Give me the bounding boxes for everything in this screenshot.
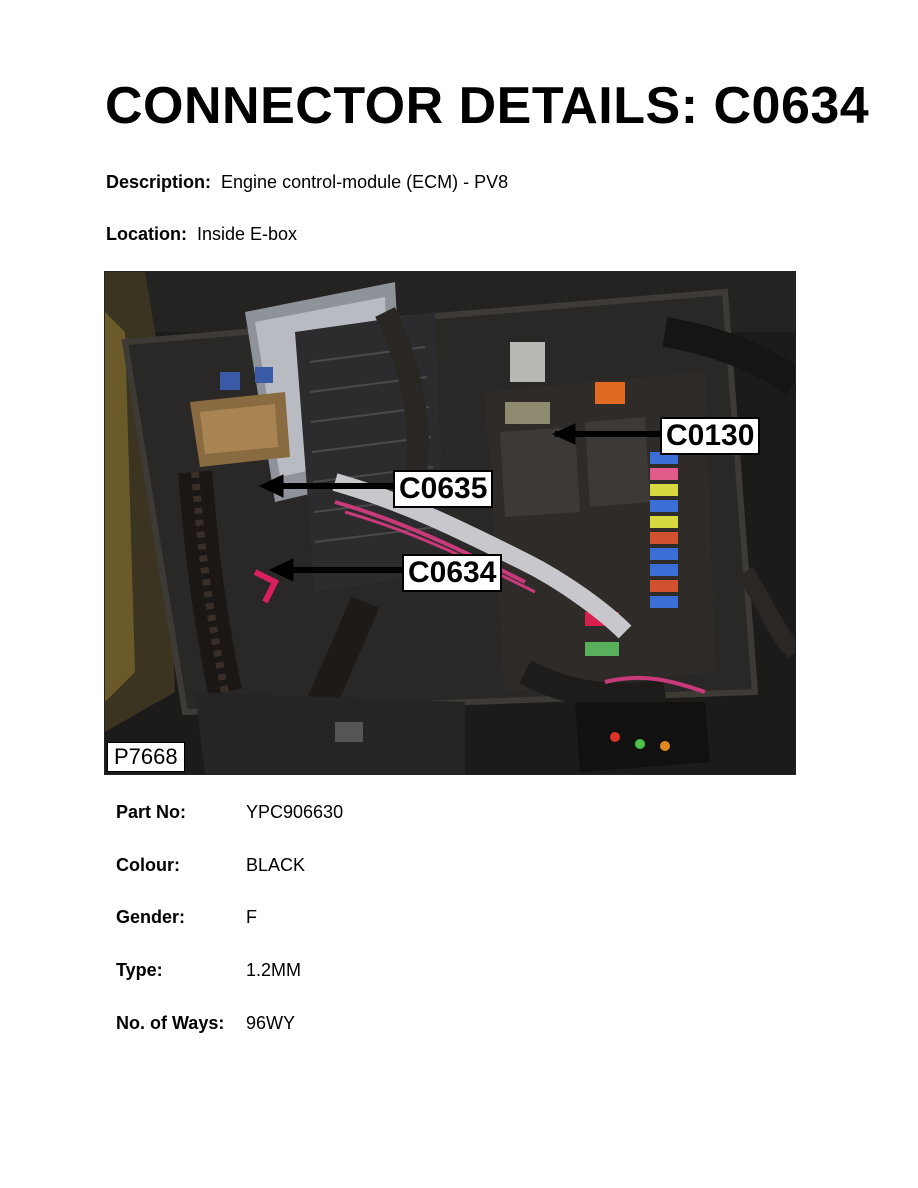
spec-value: YPC906630 bbox=[246, 802, 344, 822]
spec-value: 96WY bbox=[246, 1013, 296, 1033]
spec-part-no bbox=[116, 802, 343, 823]
photo-id-label: P7668 bbox=[107, 742, 185, 772]
page-title: CONNECTOR DETAILS: C0634 bbox=[105, 77, 870, 135]
spec-no-of-ways bbox=[116, 1013, 295, 1034]
callout-c0635: C0635 bbox=[393, 470, 493, 508]
location-label: Location: bbox=[106, 224, 187, 244]
spec-value: F bbox=[246, 907, 257, 927]
callout-c0130: C0130 bbox=[660, 417, 760, 455]
location-line bbox=[106, 224, 297, 245]
description-label: Description: bbox=[106, 172, 212, 192]
spec-value: 1.2MM bbox=[246, 960, 302, 980]
connector-location-photo bbox=[104, 271, 796, 775]
spec-label: No. of Ways: bbox=[116, 1013, 225, 1033]
spec-label: Type: bbox=[116, 960, 163, 980]
spec-colour bbox=[116, 855, 305, 876]
spec-type bbox=[116, 960, 301, 981]
location-value: Inside E-box bbox=[197, 224, 298, 244]
callout-c0634: C0634 bbox=[402, 554, 502, 592]
description-line bbox=[106, 172, 508, 193]
spec-gender bbox=[116, 907, 257, 928]
engine-bay-photo-illustration bbox=[105, 272, 795, 774]
spec-label: Colour: bbox=[116, 855, 180, 875]
description-value: Engine control-module (ECM) - PV8 bbox=[221, 172, 509, 192]
spec-label: Part No: bbox=[116, 802, 187, 822]
spec-label: Gender: bbox=[116, 907, 186, 927]
spec-value: BLACK bbox=[246, 855, 306, 875]
